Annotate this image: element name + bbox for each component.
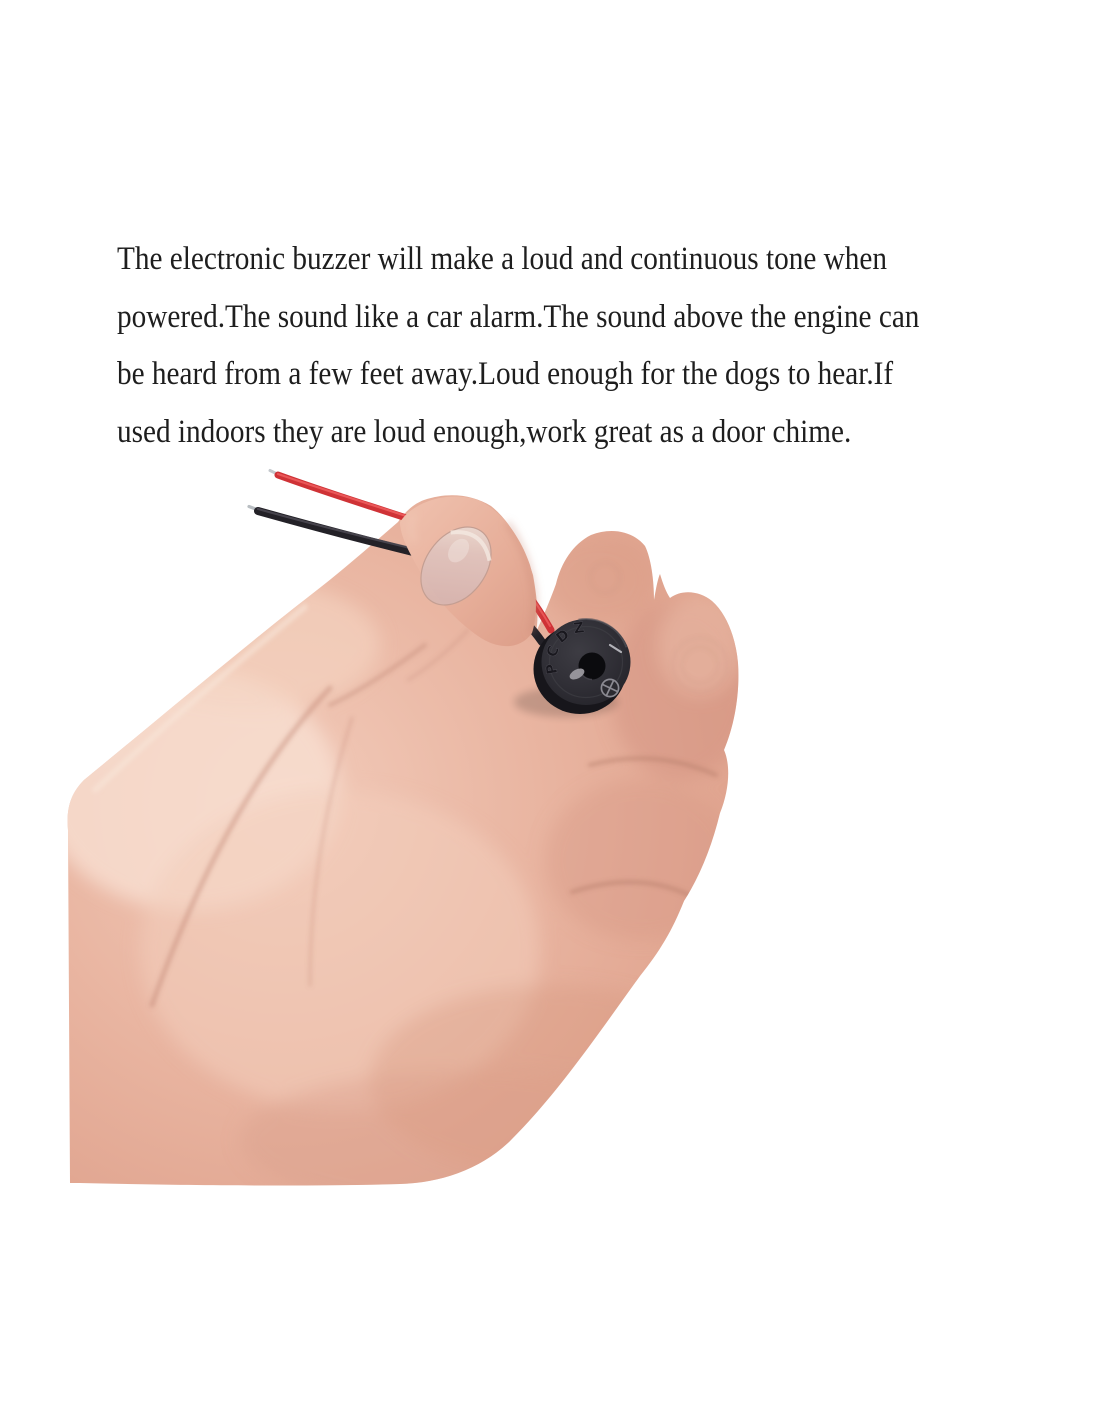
description-line-1: The electronic buzzer will make a loud and continuous tone when [117,241,887,277]
description-line-4: used indoors they are loud enough,work great as a door chime. [117,413,852,450]
hand [40,495,750,1210]
screw-cross-icon [601,679,618,696]
description-line-2: powered.The sound like a car alarm.The sound above the engine can [117,298,920,335]
buzzer-label: PCDZ [543,619,590,676]
description-line-3: be heard from a few feet away.Loud enough for the dogs to hear.If [117,356,894,392]
